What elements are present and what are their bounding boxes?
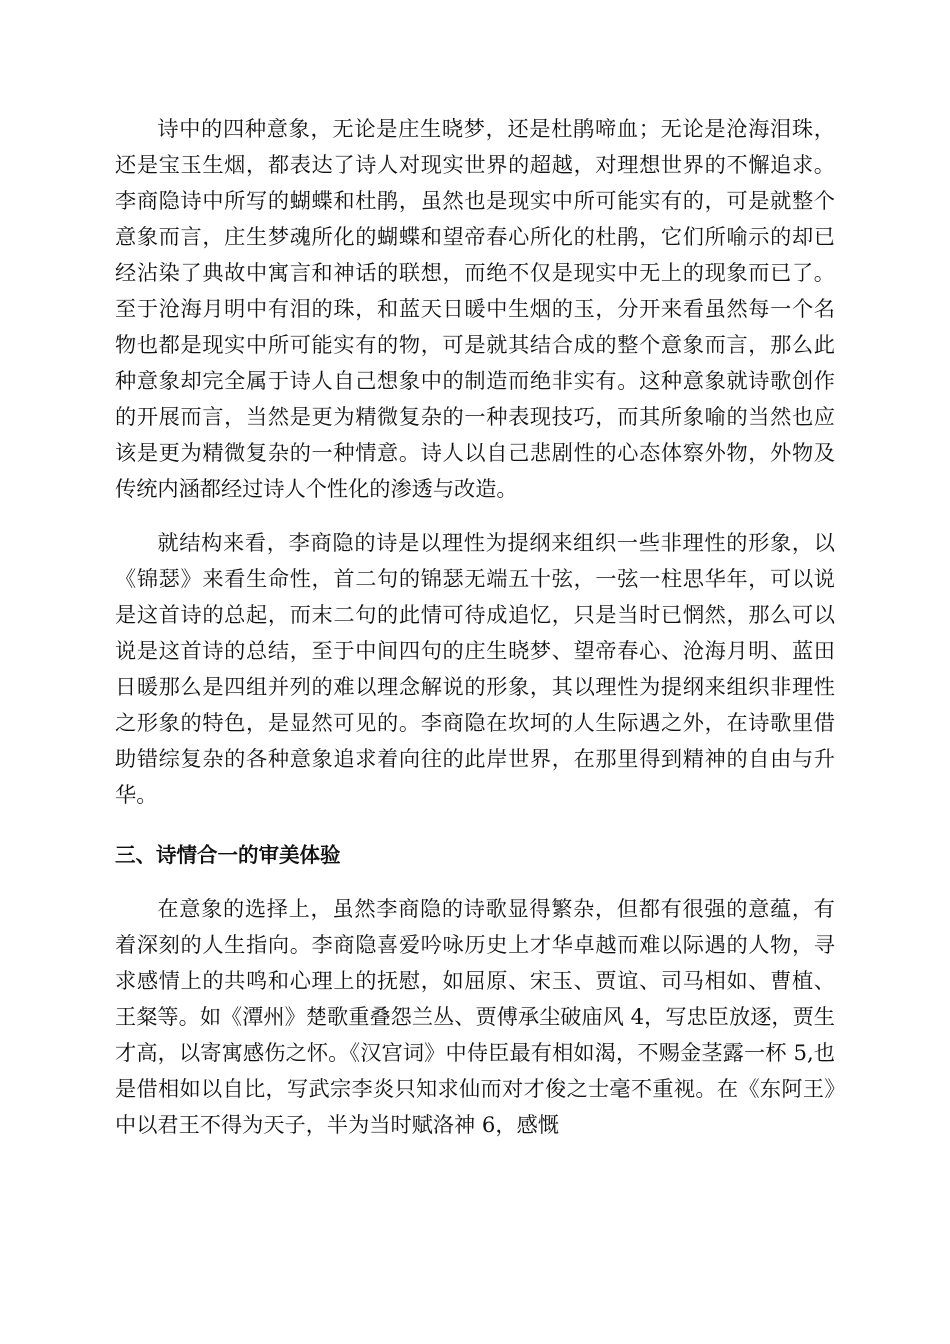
document-page — [115, 111, 835, 1143]
body-paragraph-2: 就结构来看，李商隐的诗是以理性为提纲来组织一些非理性的形象，以《锦瑟》来看生命性，首二句的锦瑟无端五十弦，一弦一柱思华年，可以说是这首诗的总起，而末二句的此情可待成追忆，只是当时已惘然，那么可以说是这首诗的总结，至于中间四句的庄生晓梦、望帝春心、沧海月明、蓝田日暖那么是四组并列的难以理念解说的形象，其以理性为提纲来组织非理性之形象的特色，是显然可见的。李商隐在坎坷的人生际遇之外，在诗歌里借助错综复杂的各种意象追求着向往的此岸世界，在那里得到精神的自由与升华。 — [115, 530, 835, 807]
body-paragraph-3: 在意象的选择上，虽然李商隐的诗歌显得繁杂，但都有很强的意蕴，有着深刻的人生指向。李商隐喜爱吟咏历史上才华卓越而难以际遇的人物，寻求感情上的共鸣和心理上的抚慰，如屈原、宋玉、贾谊、司马相如、曹植、王粲等。如《潭州》楚歌重叠怨兰丛、贾傅承尘破庙风 4，写忠臣放逐，贾生才高，以寄寓感伤之怀。《汉宫词》中侍臣最有相如渴，不赐金茎露一杯 5,也是借相如以自比，写武宗李炎只知求仙而对才俊之士毫不重视。在《东阿王》中以君王不得为天子，半为当时赋洛神 6，感慨 — [115, 896, 835, 1137]
body-paragraph-1: 诗中的四种意象，无论是庄生晓梦，还是杜鹃啼血；无论是沧海泪珠，还是宝玉生烟，都表达了诗人对现实世界的超越，对理想世界的不懈追求。李商隐诗中所写的蝴蝶和杜鹃，虽然也是现实中所可能实有的，可是就整个意象而言，庄生梦魂所化的蝴蝶和望帝春心所化的杜鹃，它们所喻示的却已经沾染了典故中寓言和神话的联想，而绝不仅是现实中无上的现象而已了。至于沧海月明中有泪的珠，和蓝天日暖中生烟的玉，分开来看虽然每一个名物也都是现实中所可能实有的物，可是就其结合成的整个意象而言，那么此种意象却完全属于诗人自己想象中的制造而绝非实有。这种意象就诗歌创作的开展而言，当然是更为精微复杂的一种表现技巧，而其所象喻的当然也应该是更为精微复杂的一种情意。诗人以自己悲剧性的心态体察外物，外物及传统内涵都经过诗人个性化的渗透与改造。 — [115, 116, 835, 501]
section-heading: 三、诗情合一的审美体验 — [115, 843, 341, 867]
